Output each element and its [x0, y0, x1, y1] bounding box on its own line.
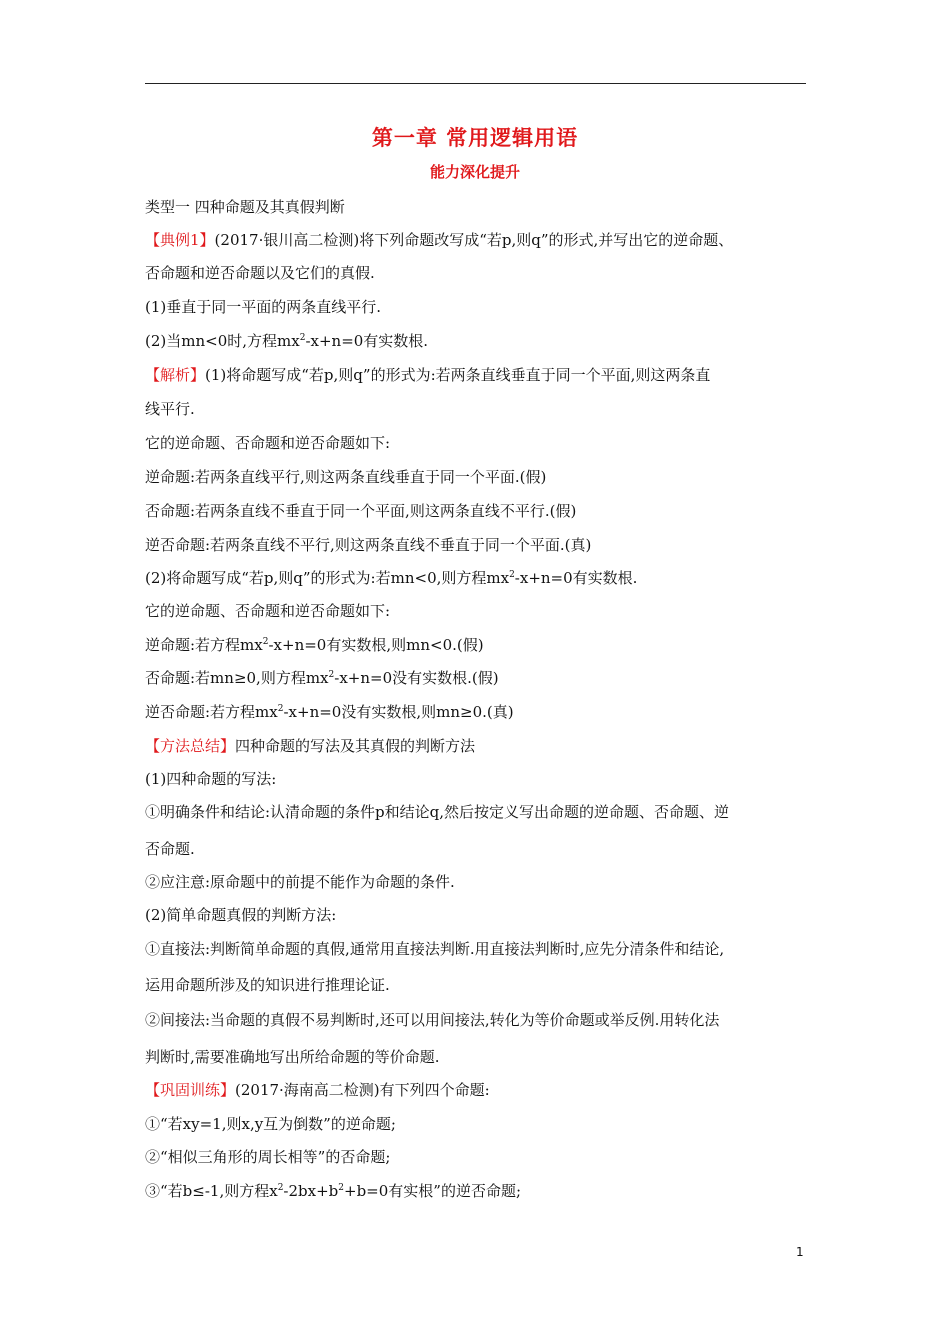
solution-tag: 【解析】: [145, 366, 206, 384]
converse-1: 逆命题:若两条直线平行,则这两条直线垂直于同一个平面.(假): [145, 468, 547, 486]
method-p4-line-2: 判断时,需要准确地写出所给命题的等价命题.: [145, 1048, 440, 1066]
solution-part-2: (2)将命题写成“若p,则q”的形式为:若mn<0,则方程$mx^2-x+n=0$有实数根.: [145, 569, 638, 587]
section-heading: 类型一 四种命题及其真假判断: [145, 198, 345, 216]
method-p4-line-1: ②间接法:当命题的真假不易判断时,还可以用间接法,转化为等价命题或举反例.用转化法: [145, 1011, 720, 1029]
contrapositive-2: 逆否命题:若方程$mx^2-x+n=0$没有实数根,则mn≥0.(真): [145, 703, 514, 721]
method-h1: (1)四种命题的写法:: [145, 770, 277, 788]
inverse-1: 否命题:若两条直线不垂直于同一个平面,则这两条直线不平行.(假): [145, 502, 577, 520]
method-h2: (2)简单命题真假的判断方法:: [145, 906, 337, 924]
method-p3-line-1: ①直接法:判断简单命题的真假,通常用直接法判断.用直接法判断时,应先分清条件和结论,: [145, 940, 725, 958]
contrapositive-1: 逆否命题:若两条直线不平行,则这两条直线不垂直于同一个平面.(真): [145, 536, 592, 554]
solution-line-2: 线平行.: [145, 400, 195, 418]
inverse-2: 否命题:若mn≥0,则方程$mx^2-x+n=0$没有实数根.(假): [145, 669, 499, 687]
method-p1-line-2: 否命题.: [145, 840, 195, 858]
example-line-2: 否命题和逆否命题以及它们的真假.: [145, 264, 375, 282]
example-question-1: (1)垂直于同一平面的两条直线平行.: [145, 298, 382, 316]
converse-2: 逆命题:若方程$mx^2-x+n=0$有实数根,则mn<0.(假): [145, 636, 484, 654]
chapter-title: 第一章 常用逻辑用语: [371, 126, 579, 150]
example-line-1: 【典例1】(2017·银川高二检测)将下列命题改写成“若p,则q”的形式,并写出它的逆命题、: [145, 231, 734, 249]
header-rule: [145, 83, 806, 84]
method-p2: ②应注意:原命题中的前提不能作为命题的条件.: [145, 873, 455, 891]
example-tag: 【典例1】: [145, 231, 215, 249]
exercise-item-3: ③“若b≤-1,则方程$x^2-2bx+b^2+b=0$有实根”的逆否命题;: [145, 1182, 522, 1200]
solution-intro-1: 它的逆命题、否命题和逆否命题如下:: [145, 434, 391, 452]
chapter-subtitle: 能力深化提升: [429, 163, 520, 181]
exercise-tag: 【巩固训练】: [145, 1081, 236, 1099]
exercise-item-2: ②“相似三角形的周长相等”的否命题;: [145, 1148, 391, 1166]
page-number: 1: [796, 1245, 804, 1259]
solution-intro-2: 它的逆命题、否命题和逆否命题如下:: [145, 602, 391, 620]
exercise-heading: 【巩固训练】(2017·海南高二检测)有下列四个命题:: [145, 1081, 490, 1099]
method-tag: 【方法总结】: [145, 737, 236, 755]
exercise-item-1: ①“若xy=1,则x,y互为倒数”的逆命题;: [145, 1115, 396, 1133]
method-p1-line-1: ①明确条件和结论:认清命题的条件p和结论q,然后按定义写出命题的逆命题、否命题、逆: [145, 803, 730, 821]
method-p3-line-2: 运用命题所涉及的知识进行推理论证.: [145, 976, 390, 994]
example-question-2: (2)当mn<0时,方程$mx^2-x+n=0$有实数根.: [145, 332, 429, 350]
method-heading: 【方法总结】四种命题的写法及其真假的判断方法: [145, 737, 476, 755]
solution-line-1: 【解析】(1)将命题写成“若p,则q”的形式为:若两条直线垂直于同一个平面,则这两条直: [145, 366, 711, 384]
